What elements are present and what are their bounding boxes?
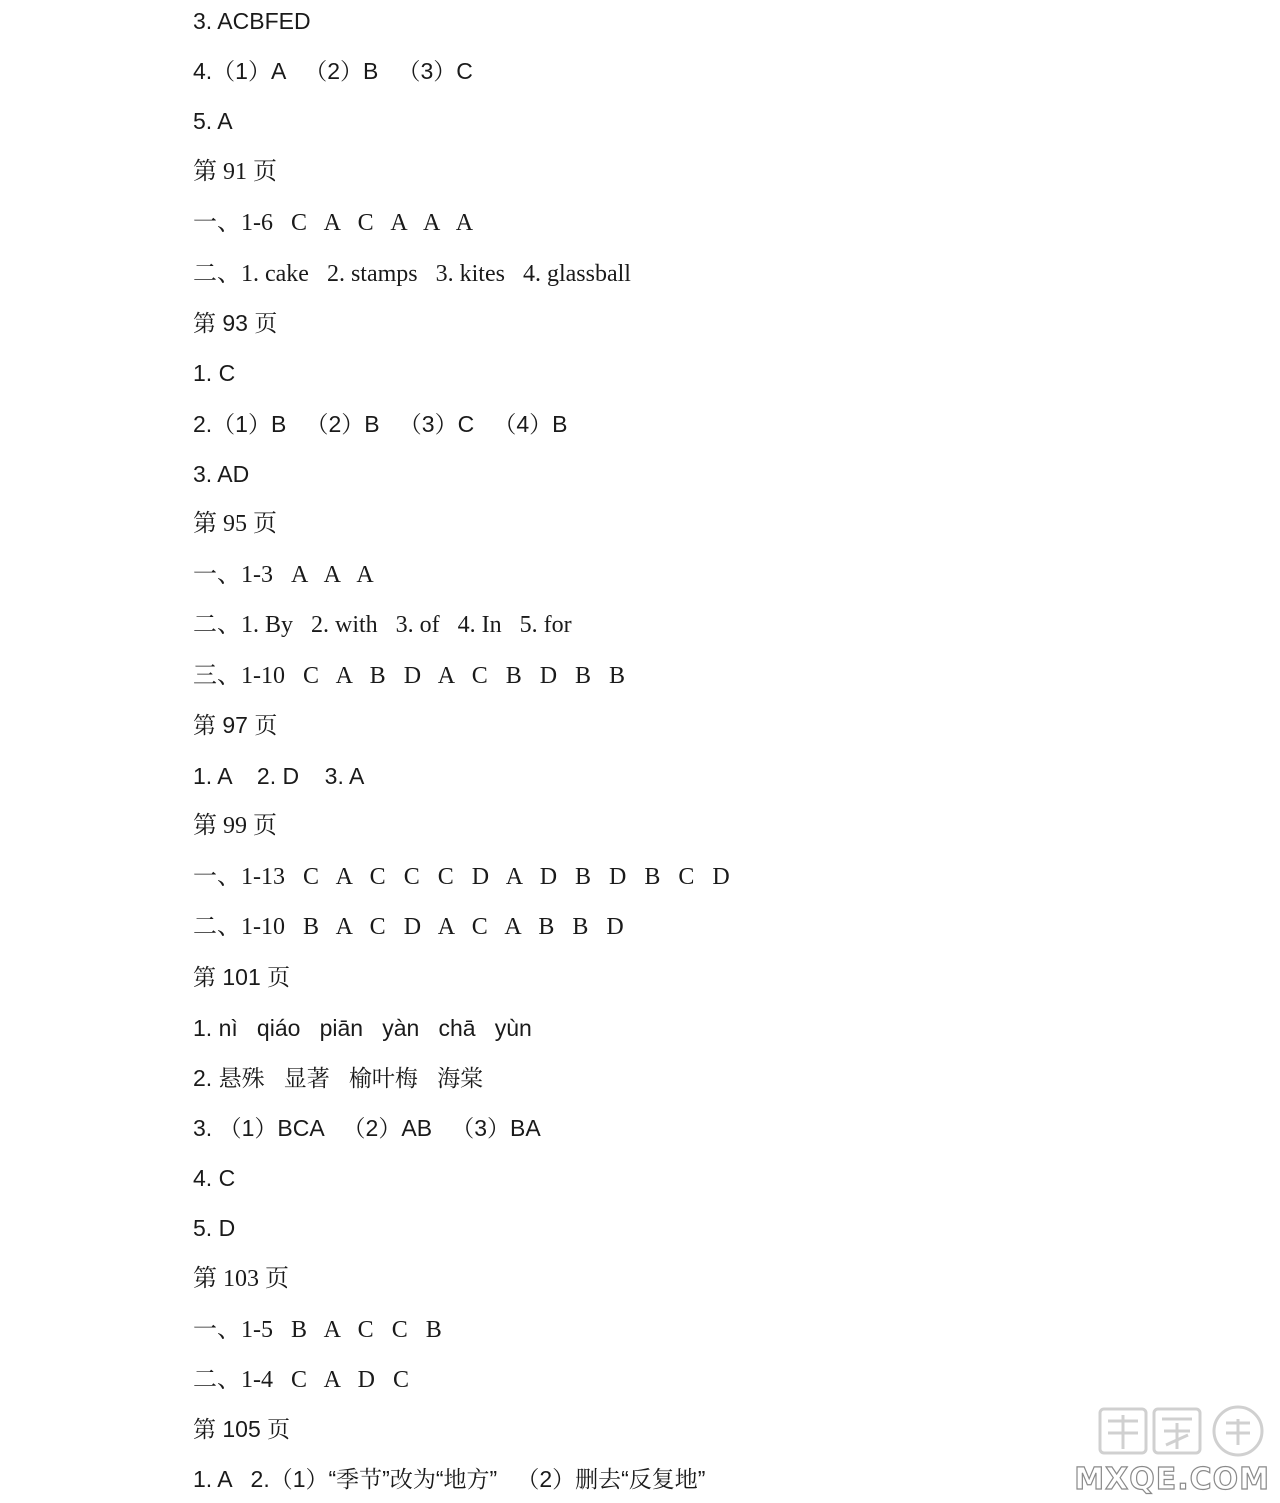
page-heading: 第 101 页 bbox=[193, 964, 291, 990]
answer-line: 3. AD bbox=[193, 461, 250, 487]
answer-line: 2.（1）B （2）B （3）C （4）B bbox=[193, 411, 568, 437]
page-heading: 第 95 页 bbox=[193, 511, 277, 537]
answer-line: 二、1. cake 2. stamps 3. kites 4. glassball bbox=[193, 261, 631, 287]
answer-line: 3. ACBFED bbox=[193, 8, 311, 34]
answer-line: 一、1-13 C A C C C D A D B D B C D bbox=[193, 864, 730, 890]
answer-line: 4.（1）A （2）B （3）C bbox=[193, 58, 473, 84]
answer-line: 三、1-10 C A B D A C B D B B bbox=[193, 663, 626, 689]
page-heading: 第 91 页 bbox=[193, 159, 277, 185]
answer-line: 5. A bbox=[193, 108, 233, 134]
page-heading: 第 99 页 bbox=[193, 813, 277, 839]
answer-line: 二、1-10 B A C D A C A B B D bbox=[193, 914, 624, 940]
answer-line: 二、1-4 C A D C bbox=[193, 1367, 410, 1393]
answer-line: 一、1-5 B A C C B bbox=[193, 1317, 442, 1343]
page-heading: 第 103 页 bbox=[193, 1266, 289, 1292]
answer-line: 1. nì qiáo piān yàn chā yùn bbox=[193, 1015, 532, 1041]
answer-line: 1. C bbox=[193, 360, 236, 386]
answer-line: 2. 悬殊 显著 榆叶梅 海棠 bbox=[193, 1065, 484, 1091]
answer-line: 1. A 2.（1）“季节”改为“地方” （2）删去“反复地” bbox=[193, 1466, 706, 1492]
answer-line: 一、1-6 C A C A A A bbox=[193, 210, 474, 236]
answer-line: 4. C bbox=[193, 1165, 236, 1191]
page-heading: 第 105 页 bbox=[193, 1416, 291, 1442]
watermark-text: MXQE.COM bbox=[1074, 1462, 1270, 1497]
answer-line: 1. A 2. D 3. A bbox=[193, 763, 365, 789]
answer-line: 3. （1）BCA （2）AB （3）BA bbox=[193, 1115, 541, 1141]
answer-line: 5. D bbox=[193, 1215, 236, 1241]
page-heading: 第 93 页 bbox=[193, 310, 278, 336]
answer-line: 一、1-3 A A A bbox=[193, 562, 374, 588]
page-heading: 第 97 页 bbox=[193, 712, 278, 738]
answer-line: 二、1. By 2. with 3. of 4. In 5. for bbox=[193, 612, 572, 638]
